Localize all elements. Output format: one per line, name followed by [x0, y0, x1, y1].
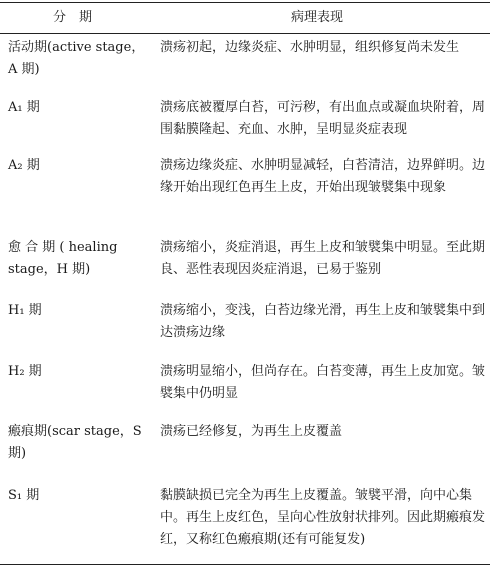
row-desc-scar: 溃疡已经修复，为再生上皮覆盖: [160, 424, 343, 439]
row-desc-active: 溃疡初起，边缘炎症、水肿明显，组织修复尚未发生: [160, 40, 460, 55]
row-stage-h1: H₁ 期: [8, 303, 42, 318]
row-stage-active: 活动期(active stage，A 期): [8, 40, 145, 77]
row-stage-s1: S₁ 期: [8, 488, 40, 503]
table-header-rule: [0, 33, 490, 34]
row-desc-a1: 溃疡底被覆厚白苔，可污秽，有出血点或凝血块附着，周围黏膜隆起、充血、水肿，呈明显炎症表现: [160, 100, 486, 137]
table-bottom-rule: [0, 564, 490, 565]
row-stage-scar: 瘢痕期(scar stage，S 期): [8, 424, 142, 461]
row-desc-h2: 溃疡明显缩小，但尚存在。白苔变薄，再生上皮加宽。皱襞集中仍明显: [160, 364, 486, 401]
header-stage: 分 期: [52, 10, 92, 25]
row-desc-h1: 溃疡缩小，变浅，白苔边缘光滑，再生上皮和皱襞集中到达溃疡边缘: [160, 303, 486, 340]
header-pathology: 病理表现: [290, 10, 343, 25]
row-stage-h2: H₂ 期: [8, 364, 42, 379]
row-desc-healing: 溃疡缩小，炎症消退，再生上皮和皱襞集中明显。至此期良、恶性表现因炎症消退，已易于鉴别: [160, 240, 486, 277]
row-stage-a1: A₁ 期: [8, 100, 40, 115]
row-desc-s1: 黏膜缺损已完全为再生上皮覆盖。皱襞平滑，向中心集中。再生上皮红色，呈向心性放射状排列。因此期瘢痕发红，又称红色瘢痕期(还有可能复发): [160, 488, 486, 547]
row-stage-healing: 愈 合 期 ( healing stage，H 期): [8, 240, 118, 277]
row-desc-a2: 溃疡边缘炎症、水肿明显减轻，白苔清洁，边界鲜明。边缘开始出现红色再生上皮，开始出现皱襞集中现象: [160, 158, 486, 195]
row-stage-a2: A₂ 期: [8, 158, 40, 173]
